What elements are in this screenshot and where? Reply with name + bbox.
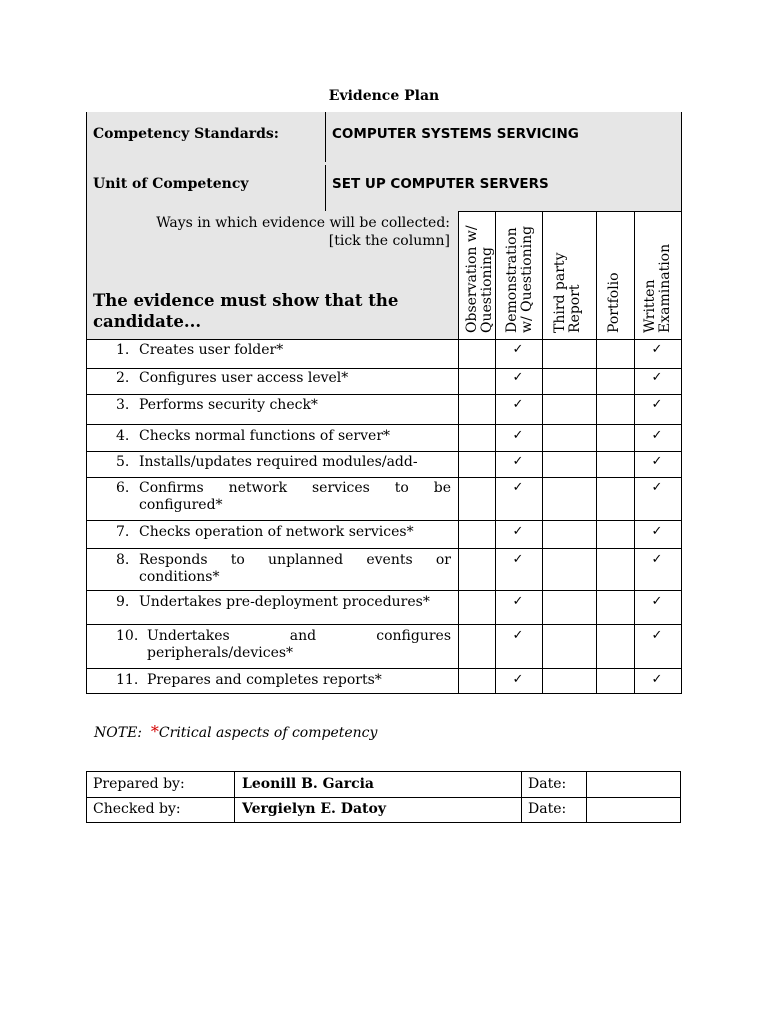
checked-by-name: Vergielyn E. Datoy [242, 801, 386, 817]
prepared-by-name: Leonill B. Garcia [242, 776, 374, 792]
check-mark-icon: ✓ [651, 594, 663, 609]
row-number: 9. [116, 594, 130, 610]
note-star: * [150, 722, 159, 741]
note-label: NOTE: [94, 725, 143, 741]
unit-of-competency-value: SET UP COMPUTER SERVERS [332, 176, 549, 192]
competency-standards-label: Competency Standards: [93, 126, 279, 142]
row-number: 10. [116, 628, 139, 644]
check-mark-icon: ✓ [651, 628, 663, 643]
check-mark-icon: ✓ [512, 342, 524, 357]
row-number: 6. [116, 480, 130, 496]
ways-line-1: Ways in which evidence will be collected: [156, 215, 450, 231]
check-mark-icon: ✓ [651, 454, 663, 469]
signature-table [86, 771, 681, 823]
row-number: 11. [116, 672, 139, 688]
document-title: Evidence Plan [328, 88, 440, 104]
row-number: 2. [116, 370, 130, 386]
row-criterion-text: Installs/updates required modules/add- [139, 454, 418, 470]
check-mark-icon: ✓ [512, 397, 524, 412]
column-header-written: Written Examination [642, 243, 673, 333]
check-mark-icon: ✓ [512, 524, 524, 539]
check-mark-icon: ✓ [512, 480, 524, 495]
row-criterion-text: Creates user folder* [139, 342, 284, 358]
evidence-heading: The evidence must show that the candidate... [93, 291, 399, 331]
row-number: 4. [116, 428, 130, 444]
row-criterion-text: Configures user access level* [139, 370, 349, 386]
row-criterion-text: Undertakes pre-deployment procedures* [139, 594, 430, 610]
column-header-observation: Observation w/ Questioning [464, 225, 495, 333]
note-text: Critical aspects of competency [158, 725, 378, 741]
row-number: 8. [116, 552, 130, 568]
row-criterion-text: Performs security check* [139, 397, 318, 413]
check-mark-icon: ✓ [512, 454, 524, 469]
row-criterion-text: Responds to unplanned events or conditions* [139, 552, 451, 585]
check-mark-icon: ✓ [512, 552, 524, 567]
check-mark-icon: ✓ [512, 428, 524, 443]
row-criterion-text: Checks normal functions of server* [139, 428, 391, 444]
row-number: 1. [116, 342, 130, 358]
check-mark-icon: ✓ [651, 524, 663, 539]
row-number: 3. [116, 397, 130, 413]
check-mark-icon: ✓ [512, 672, 524, 687]
check-mark-icon: ✓ [651, 480, 663, 495]
ways-line-2: [tick the column] [328, 233, 450, 249]
note [94, 722, 377, 741]
check-mark-icon: ✓ [651, 342, 663, 357]
competency-standards-value: COMPUTER SYSTEMS SERVICING [332, 126, 579, 142]
check-mark-icon: ✓ [651, 672, 663, 687]
row-criterion-text: Checks operation of network services* [139, 524, 414, 540]
prepared-date-label: Date: [528, 776, 567, 792]
row-number: 7. [116, 524, 130, 540]
prepared-by-label: Prepared by: [93, 776, 185, 792]
check-mark-icon: ✓ [512, 628, 524, 643]
column-header-portfolio: Portfolio [606, 272, 622, 333]
row-criterion-text: Confirms network services to be configured* [139, 480, 451, 513]
check-mark-icon: ✓ [512, 370, 524, 385]
check-mark-icon: ✓ [651, 552, 663, 567]
unit-of-competency-label: Unit of Competency [93, 176, 249, 192]
check-mark-icon: ✓ [512, 594, 524, 609]
ways-collected-text [156, 214, 450, 250]
checked-by-label: Checked by: [93, 801, 181, 817]
column-header-third-party: Third party Report [552, 252, 583, 333]
column-header-demonstration: Demonstration w/ Questioning [504, 225, 535, 333]
check-mark-icon: ✓ [651, 370, 663, 385]
row-criterion-text: Prepares and completes reports* [147, 672, 382, 688]
check-mark-icon: ✓ [651, 397, 663, 412]
checked-date-label: Date: [528, 801, 567, 817]
row-number: 5. [116, 454, 130, 470]
row-criterion-text: Undertakes and configures peripherals/devices* [147, 628, 451, 661]
check-mark-icon: ✓ [651, 428, 663, 443]
